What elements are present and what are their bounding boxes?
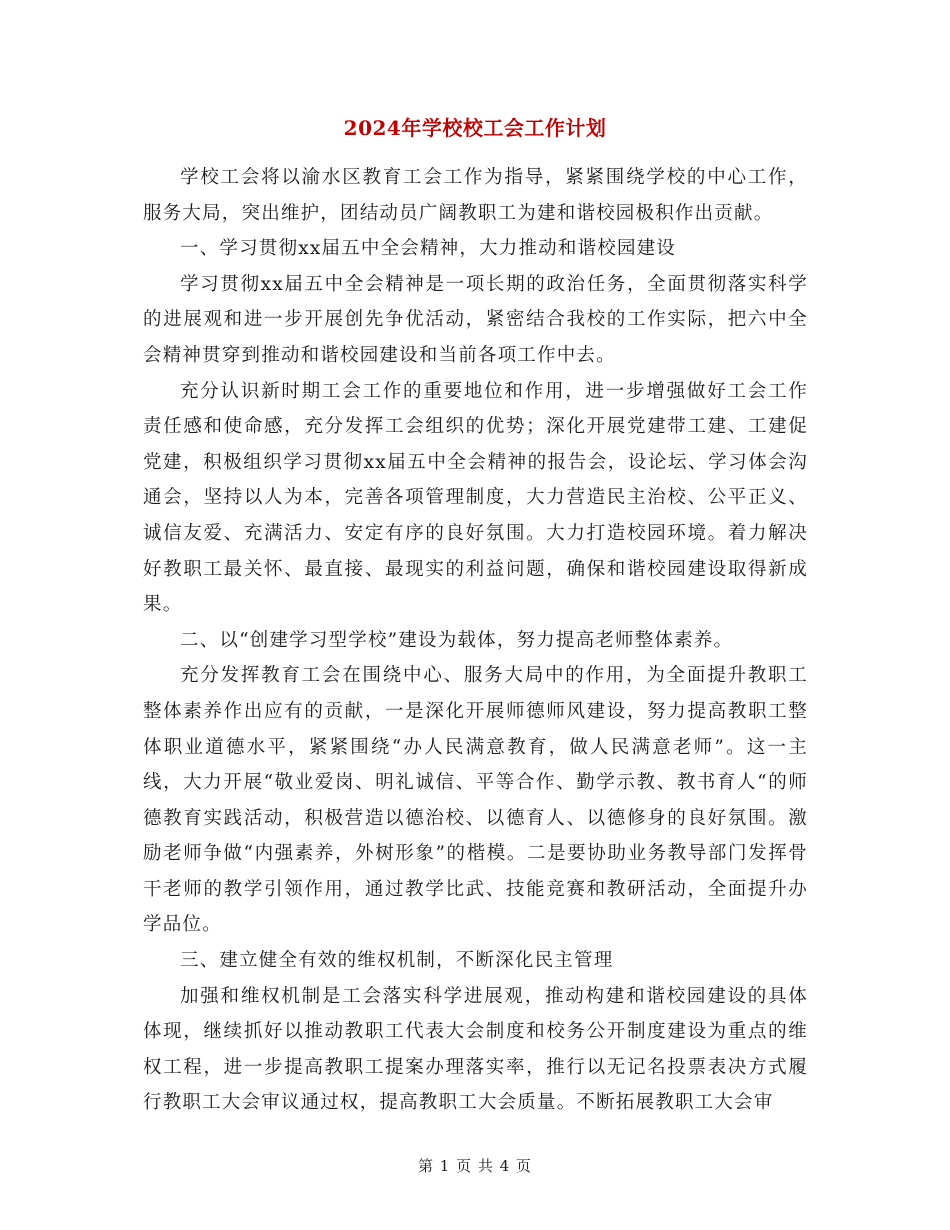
section-heading-1: 一、学习贯彻xx届五中全会精神，大力推动和谐校园建设 <box>180 238 677 260</box>
paragraph: 充分发挥教育工会在围绕中心、服务大局中的作用，为全面提升教职工整体素养作出应有的贡献，一是深化开展师德师风建设，努力提高教职工整体职业道德水平，紧紧围绕“办人民满意教育，做人民满意老师”。这一主线，大力开展“敬业爱岗、明礼诚信、平等合作、勤学示教、教书育人“的师德教育实践活动，积极营造以德治校、以德育人、以德修身的良好氛围。激励老师争做“内强素养，外树形象”的楷模。二是要协助业务教导部门发挥骨干老师的教学引领作用，通过教学比武、技能竞赛和教研活动，全面提升办学品位。 <box>143 665 808 936</box>
paragraph-intro: 学校工会将以渝水区教育工会工作为指导，紧紧围绕学校的中心工作，服务大局，突出维护，团结动员广阔教职工为建和谐校园极积作出贡献。 <box>143 167 808 224</box>
paragraph: 加强和维权机制是工会落实科学进展观，推动构建和谐校园建设的具体体现，继续抓好以推动教职工代表大会制度和校务公开制度建设为重点的维权工程，进一步提高教职工提案办理落实率，推行以无记名投票表决方式履行教职工大会审议通过权，提高教职工大会质量。不断拓展教职工大会审 <box>143 985 808 1114</box>
document-body <box>143 160 808 1121</box>
paragraph: 学习贯彻xx届五中全会精神是一项长期的政治任务，全面贯彻落实科学的进展观和进一步开展创先争优活动，紧密结合我校的工作实际，把六中全会精神贯穿到推动和谐校园建设和当前各项工作中去。 <box>143 273 808 366</box>
section-heading-2: 二、以“创建学习型学校”建设为载体，努力提高老师整体素养。 <box>180 629 734 651</box>
document-title: 2024年学校校工会工作计划 <box>343 116 607 140</box>
paragraph: 充分认识新时期工会工作的重要地位和作用，进一步增强做好工会工作责任感和使命感，充分发挥工会组织的优势；深化开展党建带工建、工建促党建，积极组织学习贯彻xx届五中全会精神的报告会，设论坛、学习体会沟通会，坚持以人为本，完善各项管理制度，大力营造民主治校、公平正义、诚信友爱、充满活力、安定有序的良好氛围。大力打造校园环境。着力解决好教职工最关怀、最直接、最现实的利益问题，确保和谐校园建设取得新成果。 <box>143 380 808 616</box>
page-footer: 第 1 页 共 4 页 <box>418 1157 532 1175</box>
section-heading-3: 三、建立健全有效的维权机制，不断深化民主管理 <box>180 950 614 972</box>
